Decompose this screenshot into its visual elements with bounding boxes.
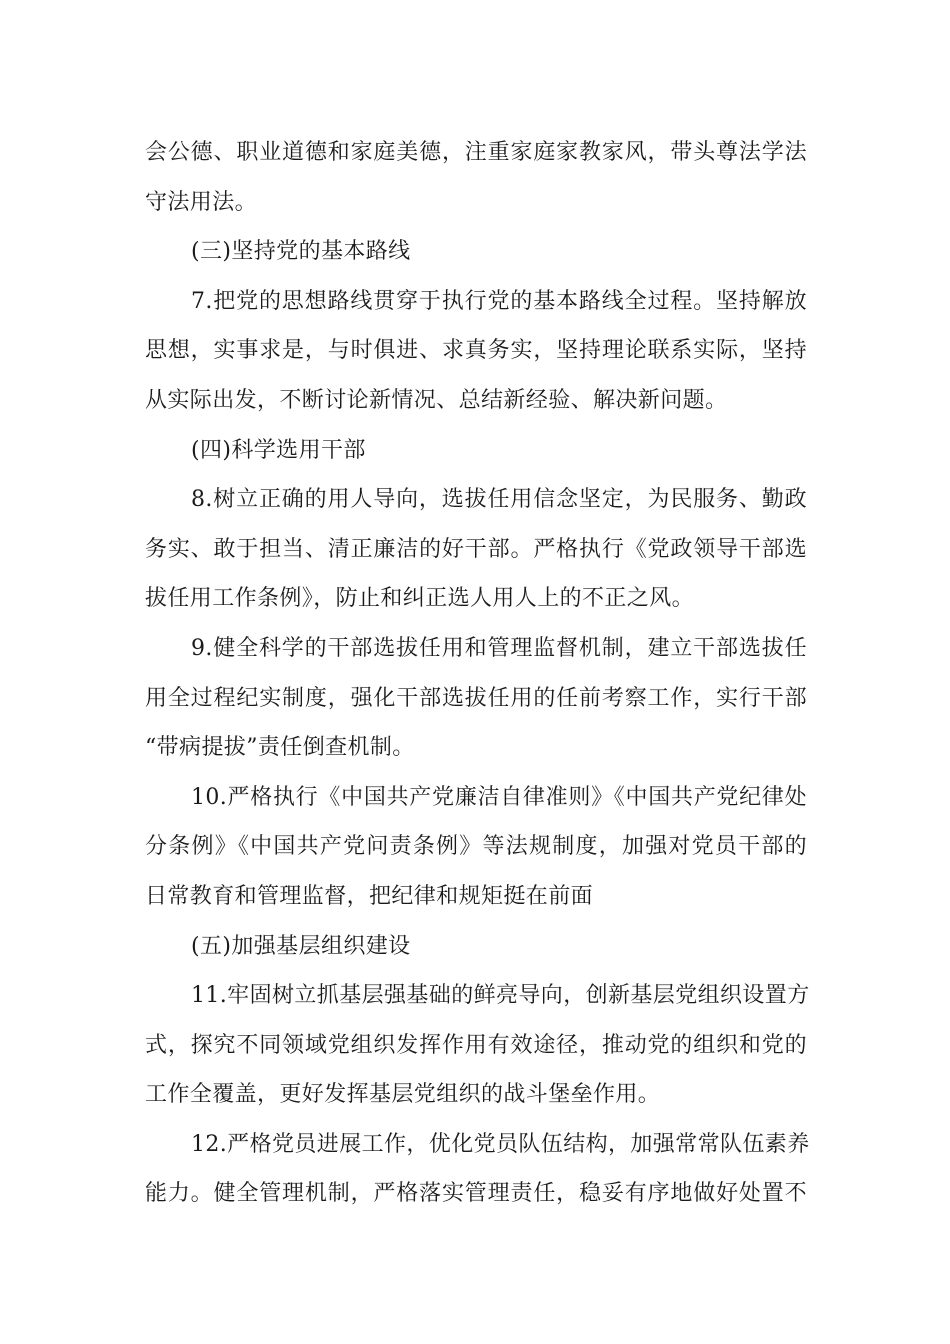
section-heading: (四)科学选用干部 — [191, 437, 366, 463]
text-line: “带病提拔”责任倒查机制。 — [145, 735, 415, 761]
text-line: 拔任用工作条例》，防止和纠正选人用人上的不正之风。 — [145, 586, 695, 612]
body-text — [145, 128, 810, 1219]
text-line: 9.健全科学的干部选拔任用和管理监督机制，建立干部选拔任 — [191, 635, 807, 661]
text-line: 11.牢固树立抓基层强基础的鲜亮导向，创新基层党组织设置方 — [191, 983, 810, 1009]
text-line: 式，探究不同领域党组织发挥作用有效途径，推动党的组织和党的 — [145, 1032, 807, 1058]
text-line: 12.严格党员进展工作，优化党员队伍结构，加强常常队伍素养 — [191, 1131, 810, 1157]
text-line: 分条例》《中国共产党问责条例》等法规制度，加强对党员干部的 — [145, 834, 807, 860]
text-line: 会公德、职业道德和家庭美德，注重家庭家教家风，带头尊法学法 — [145, 140, 807, 165]
text-line: 思想，实事求是，与时俱进、求真务实，坚持理论联系实际，坚持 — [145, 338, 807, 364]
section-heading: (三)坚持党的基本路线 — [191, 239, 411, 265]
text-line: 用全过程纪实制度，强化干部选拔任用的任前考察工作，实行干部 — [145, 685, 807, 711]
text-line: 务实、敢于担当、清正廉洁的好干部。严格执行《党政领导干部选 — [145, 536, 807, 562]
text-line: 7.把党的思想路线贯穿于执行党的基本路线全过程。坚持解放 — [191, 288, 807, 314]
text-line: 守法用法。 — [145, 189, 258, 215]
text-line: 日常教育和管理监督，把纪律和规矩挺在前面 — [145, 883, 594, 909]
text-line: 工作全覆盖，更好发挥基层党组织的战斗堡垒作用。 — [145, 1082, 661, 1108]
text-line: 8.树立正确的用人导向，选拔任用信念坚定，为民服务、勤政 — [191, 487, 807, 513]
section-heading: (五)加强基层组织建设 — [191, 933, 411, 959]
text-line: 能力。健全管理机制，严格落实管理责任，稳妥有序地做好处置不 — [145, 1181, 807, 1207]
text-line: 从实际出发，不断讨论新情况、总结新经验、解决新问题。 — [145, 387, 728, 413]
text-line: 10.严格执行《中国共产党廉洁自律准则》《中国共产党纪律处 — [191, 784, 807, 810]
